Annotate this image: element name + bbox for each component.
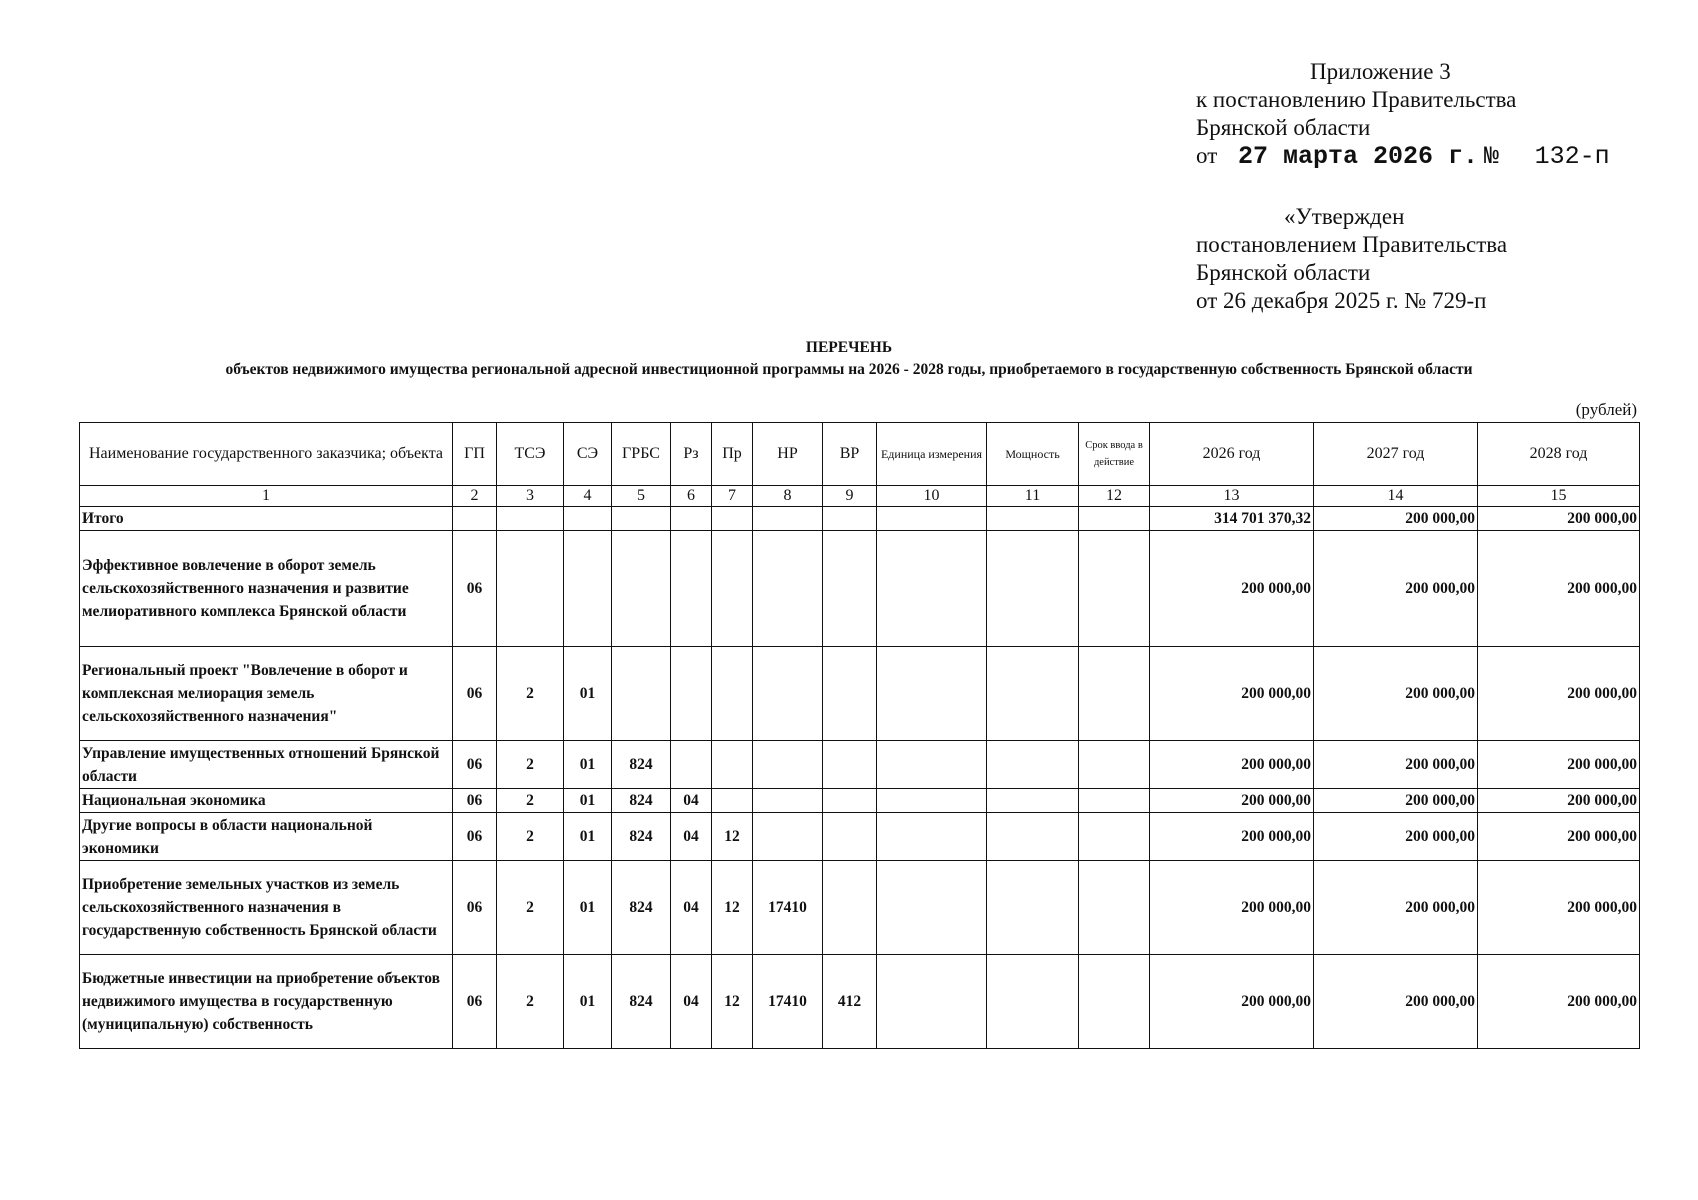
header-se: СЭ xyxy=(564,423,612,486)
row-name: Национальная экономика xyxy=(80,789,453,813)
header-pr: Пр xyxy=(712,423,753,486)
cell-2027: 200 000,00 xyxy=(1314,507,1478,531)
column-number: 7 xyxy=(712,486,753,507)
cell-term xyxy=(1079,813,1150,861)
header-name: Наименование государственного заказчика; объекта xyxy=(80,423,453,486)
cell-2028: 200 000,00 xyxy=(1478,789,1640,813)
header-2027: 2027 год xyxy=(1314,423,1478,486)
header-rz: Рз xyxy=(671,423,712,486)
cell-vr xyxy=(823,813,877,861)
cell-term xyxy=(1079,741,1150,789)
row-name: Итого xyxy=(80,507,453,531)
cell-grbs: 824 xyxy=(612,813,671,861)
cell-unit xyxy=(877,861,987,955)
cell-grbs: 824 xyxy=(612,955,671,1049)
annex-from: от xyxy=(1196,143,1218,168)
cell-grbs xyxy=(612,507,671,531)
annex-resolution-line: к постановлению Правительства xyxy=(1196,87,1517,112)
column-number: 9 xyxy=(823,486,877,507)
cell-grbs: 824 xyxy=(612,789,671,813)
cell-vr xyxy=(823,531,877,647)
cell-2028: 200 000,00 xyxy=(1478,861,1640,955)
cell-tse: 2 xyxy=(497,861,564,955)
cell-rz xyxy=(671,741,712,789)
table-row xyxy=(80,647,1640,741)
cell-unit xyxy=(877,741,987,789)
cell-rz xyxy=(671,531,712,647)
cell-gp: 06 xyxy=(453,531,497,647)
approved-resolution-line: постановлением Правительства xyxy=(1196,232,1508,257)
cell-2027: 200 000,00 xyxy=(1314,647,1478,741)
cell-unit xyxy=(877,647,987,741)
cell-2028: 200 000,00 xyxy=(1478,955,1640,1049)
cell-2026: 200 000,00 xyxy=(1150,647,1314,741)
cell-rz xyxy=(671,647,712,741)
cell-capacity xyxy=(987,647,1079,741)
cell-nr xyxy=(753,531,823,647)
cell-gp xyxy=(453,507,497,531)
cell-pr xyxy=(712,741,753,789)
cell-term xyxy=(1079,531,1150,647)
cell-vr xyxy=(823,507,877,531)
units-label: (рублей) xyxy=(1575,400,1637,419)
cell-capacity xyxy=(987,507,1079,531)
annex-date-line xyxy=(1196,142,1610,171)
cell-2027: 200 000,00 xyxy=(1314,789,1478,813)
column-number: 5 xyxy=(612,486,671,507)
column-number: 14 xyxy=(1314,486,1478,507)
cell-se: 01 xyxy=(564,741,612,789)
cell-rz: 04 xyxy=(671,813,712,861)
cell-tse xyxy=(497,507,564,531)
column-number: 11 xyxy=(987,486,1079,507)
cell-gp: 06 xyxy=(453,955,497,1049)
cell-2028: 200 000,00 xyxy=(1478,741,1640,789)
table-row xyxy=(80,531,1640,647)
cell-unit xyxy=(877,507,987,531)
cell-unit xyxy=(877,789,987,813)
header-gp: ГП xyxy=(453,423,497,486)
table-row xyxy=(80,813,1640,861)
table-row xyxy=(80,955,1640,1049)
row-name: Другие вопросы в области национальной экономики xyxy=(80,813,453,861)
cell-unit xyxy=(877,531,987,647)
cell-pr xyxy=(712,531,753,647)
column-number: 3 xyxy=(497,486,564,507)
column-number: 12 xyxy=(1079,486,1150,507)
cell-term xyxy=(1079,861,1150,955)
cell-capacity xyxy=(987,789,1079,813)
cell-se: 01 xyxy=(564,813,612,861)
cell-se: 01 xyxy=(564,861,612,955)
cell-2026: 200 000,00 xyxy=(1150,861,1314,955)
annex-number: 132-п xyxy=(1534,142,1610,171)
document-title: ПЕРЕЧЕНЬ xyxy=(805,339,893,356)
cell-pr: 12 xyxy=(712,813,753,861)
cell-gp: 06 xyxy=(453,813,497,861)
table-row xyxy=(80,861,1640,955)
cell-rz xyxy=(671,507,712,531)
column-number: 8 xyxy=(753,486,823,507)
cell-2027: 200 000,00 xyxy=(1314,741,1478,789)
investment-table xyxy=(79,422,1640,1049)
cell-nr xyxy=(753,813,823,861)
cell-2028: 200 000,00 xyxy=(1478,813,1640,861)
cell-nr xyxy=(753,507,823,531)
column-number: 6 xyxy=(671,486,712,507)
column-number: 10 xyxy=(877,486,987,507)
approved-region-line: Брянской области xyxy=(1196,260,1371,285)
header-unit: Единица измерения xyxy=(877,423,987,486)
cell-tse: 2 xyxy=(497,789,564,813)
row-name: Приобретение земельных участков из земель сельскохозяйственного назначения в государственную собственность Брянской области xyxy=(80,861,453,955)
table-row xyxy=(80,741,1640,789)
column-number: 1 xyxy=(80,486,453,507)
header-vr: ВР xyxy=(823,423,877,486)
cell-pr xyxy=(712,789,753,813)
cell-tse xyxy=(497,531,564,647)
header-tse: ТСЭ xyxy=(497,423,564,486)
cell-term xyxy=(1079,955,1150,1049)
cell-term xyxy=(1079,789,1150,813)
cell-nr xyxy=(753,741,823,789)
header-capacity: Мощность xyxy=(987,423,1079,486)
row-name: Эффективное вовлечение в оборот земель сельскохозяйственного назначения и развитие мелиоративного комплекса Брянской области xyxy=(80,531,453,647)
cell-capacity xyxy=(987,955,1079,1049)
cell-se: 01 xyxy=(564,955,612,1049)
header-nr: НР xyxy=(753,423,823,486)
document-subtitle: объектов недвижимого имущества региональной адресной инвестиционной программы на 2026 - 2028 годы, приобретаемого в государственную собственность Брянской области xyxy=(225,361,1473,378)
cell-gp: 06 xyxy=(453,741,497,789)
cell-2028: 200 000,00 xyxy=(1478,507,1640,531)
table-row xyxy=(80,789,1640,813)
cell-vr xyxy=(823,741,877,789)
cell-capacity xyxy=(987,861,1079,955)
cell-nr: 17410 xyxy=(753,955,823,1049)
cell-unit xyxy=(877,955,987,1049)
cell-capacity xyxy=(987,531,1079,647)
cell-se xyxy=(564,507,612,531)
cell-nr xyxy=(753,789,823,813)
header-term: Срок ввода в действие xyxy=(1079,423,1150,486)
cell-gp: 06 xyxy=(453,789,497,813)
approved-title: «Утвержден xyxy=(1284,204,1405,229)
cell-se: 01 xyxy=(564,647,612,741)
table-header-row xyxy=(80,423,1640,486)
cell-pr: 12 xyxy=(712,955,753,1049)
cell-gp: 06 xyxy=(453,861,497,955)
cell-pr: 12 xyxy=(712,861,753,955)
column-number-row xyxy=(80,486,1640,507)
cell-term xyxy=(1079,647,1150,741)
cell-vr: 412 xyxy=(823,955,877,1049)
cell-tse: 2 xyxy=(497,647,564,741)
cell-se xyxy=(564,531,612,647)
cell-2028: 200 000,00 xyxy=(1478,647,1640,741)
cell-rz: 04 xyxy=(671,861,712,955)
cell-nr xyxy=(753,647,823,741)
cell-capacity xyxy=(987,813,1079,861)
column-number: 15 xyxy=(1478,486,1640,507)
row-name: Региональный проект "Вовлечение в оборот и комплексная мелиорация земель сельскохозяйственного назначения" xyxy=(80,647,453,741)
cell-tse: 2 xyxy=(497,955,564,1049)
header-2028: 2028 год xyxy=(1478,423,1640,486)
header-2026: 2026 год xyxy=(1150,423,1314,486)
approved-block xyxy=(1196,203,1507,315)
cell-vr xyxy=(823,647,877,741)
cell-vr xyxy=(823,861,877,955)
column-number: 13 xyxy=(1150,486,1314,507)
cell-term xyxy=(1079,507,1150,531)
table-row xyxy=(80,507,1640,531)
cell-vr xyxy=(823,789,877,813)
row-name: Бюджетные инвестиции на приобретение объектов недвижимого имущества в государственную (муниципальную) собственность xyxy=(80,955,453,1049)
approved-date-line: от 26 декабря 2025 г. № 729-п xyxy=(1196,288,1487,313)
cell-2027: 200 000,00 xyxy=(1314,531,1478,647)
cell-grbs: 824 xyxy=(612,861,671,955)
column-number: 4 xyxy=(564,486,612,507)
cell-2026: 200 000,00 xyxy=(1150,789,1314,813)
cell-capacity xyxy=(987,741,1079,789)
annex-title: Приложение 3 xyxy=(1310,59,1451,84)
cell-gp: 06 xyxy=(453,647,497,741)
cell-2026: 200 000,00 xyxy=(1150,531,1314,647)
cell-2027: 200 000,00 xyxy=(1314,813,1478,861)
header-grbs: ГРБС xyxy=(612,423,671,486)
row-name: Управление имущественных отношений Брянской области xyxy=(80,741,453,789)
cell-2026: 314 701 370,32 xyxy=(1150,507,1314,531)
column-number: 2 xyxy=(453,486,497,507)
cell-rz: 04 xyxy=(671,955,712,1049)
cell-rz: 04 xyxy=(671,789,712,813)
annex-block xyxy=(1196,58,1610,171)
cell-pr xyxy=(712,507,753,531)
cell-grbs xyxy=(612,531,671,647)
annex-region-line: Брянской области xyxy=(1196,115,1371,140)
cell-2027: 200 000,00 xyxy=(1314,861,1478,955)
annex-number-sign: № xyxy=(1483,142,1499,171)
cell-unit xyxy=(877,813,987,861)
cell-2026: 200 000,00 xyxy=(1150,813,1314,861)
cell-2028: 200 000,00 xyxy=(1478,531,1640,647)
cell-grbs: 824 xyxy=(612,741,671,789)
cell-2027: 200 000,00 xyxy=(1314,955,1478,1049)
cell-tse: 2 xyxy=(497,741,564,789)
cell-se: 01 xyxy=(564,789,612,813)
annex-date: 27 марта 2026 г. xyxy=(1238,142,1479,171)
cell-2026: 200 000,00 xyxy=(1150,741,1314,789)
cell-pr xyxy=(712,647,753,741)
cell-grbs xyxy=(612,647,671,741)
cell-2026: 200 000,00 xyxy=(1150,955,1314,1049)
cell-nr: 17410 xyxy=(753,861,823,955)
cell-tse: 2 xyxy=(497,813,564,861)
